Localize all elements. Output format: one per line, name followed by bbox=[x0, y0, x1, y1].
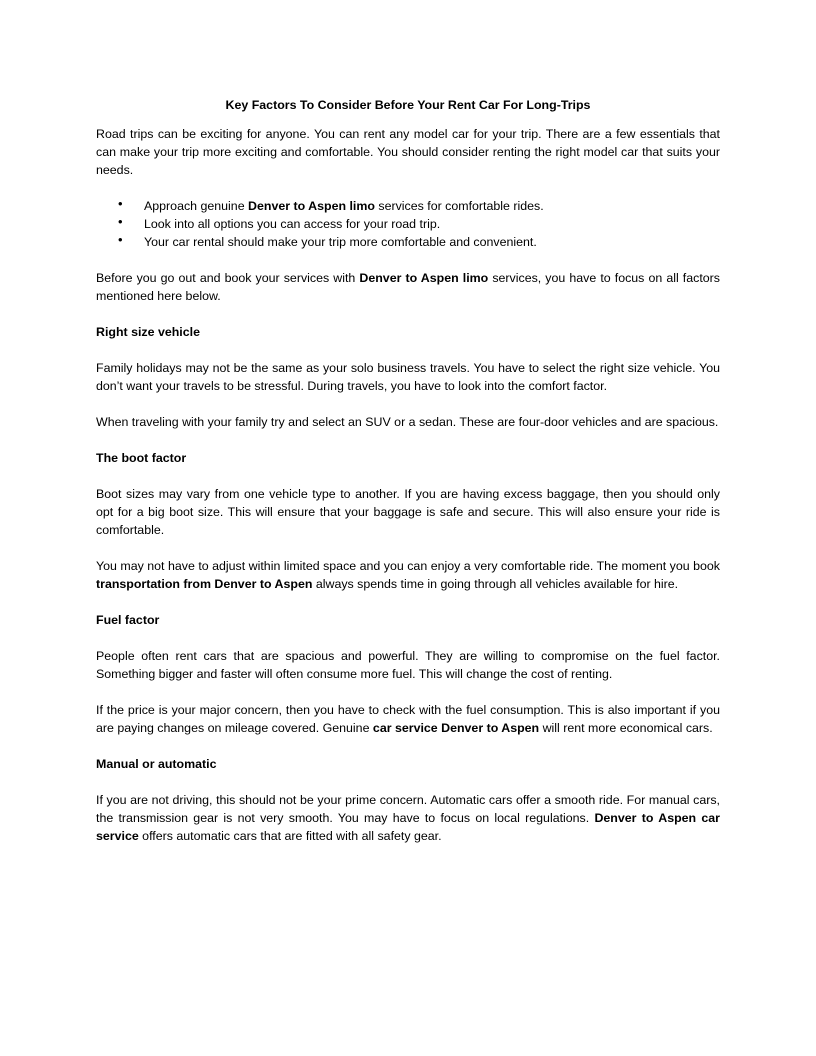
text-run: offers automatic cars that are fitted with all safety gear. bbox=[138, 829, 442, 843]
right-size-paragraph-2: When traveling with your family try and select an SUV or a sedan. These are four-door vehicles and are spacious. bbox=[96, 415, 719, 429]
fuel-paragraph-1: People often rent cars that are spacious and powerful. They are willing to compromise on the fuel factor. Something bigger and faster will often consume more fuel. This will change the cost of renting. bbox=[96, 649, 720, 681]
document-title: Key Factors To Consider Before Your Rent Car For Long-Trips bbox=[225, 98, 591, 112]
before-paragraph bbox=[96, 269, 720, 305]
list-item-text: services for comfortable rides. bbox=[374, 199, 544, 213]
bold-run: transportation from Denver to Aspen bbox=[96, 577, 313, 591]
list-item bbox=[118, 233, 720, 251]
list-item-bold: Denver to Aspen limo bbox=[248, 199, 375, 213]
text-run: always spends time in going through all vehicles available for hire. bbox=[312, 577, 679, 591]
section-heading-fuel: Fuel factor bbox=[96, 613, 160, 627]
text-run: services, you have to focus on all factors mentioned here below. bbox=[96, 271, 720, 303]
intro-paragraph: Road trips can be exciting for anyone. You can rent any model car for your trip. There are a few essentials that can make your trip more exciting and comfortable. You should consider renting the right model car that suits your needs. bbox=[96, 127, 720, 177]
bold-run: Denver to Aspen car service bbox=[96, 811, 720, 843]
text-run: If you are not driving, this should not be your prime concern. Automatic cars offer a smooth ride. For manual cars, the transmission gear is not very smooth. You may have to focus on local regulations. bbox=[96, 793, 720, 825]
list-item-text: Approach genuine bbox=[144, 199, 249, 213]
boot-paragraph-1: Boot sizes may vary from one vehicle type to another. If you are having excess baggage, then you should only opt for a big boot size. This will ensure that your baggage is safe and secure. This will also ensure your ride is comfortable. bbox=[96, 487, 720, 537]
document-page bbox=[96, 96, 720, 845]
text-run: If the price is your major concern, then you have to check with the fuel consumption. This is also important if you are paying changes on mileage covered. Genuine bbox=[96, 703, 720, 735]
section-heading-right-size: Right size vehicle bbox=[96, 325, 200, 339]
list-item-text: Look into all options you can access for your road trip. bbox=[144, 217, 441, 231]
list-item-text: Your car rental should make your trip more comfortable and convenient. bbox=[144, 235, 537, 249]
section-heading-boot: The boot factor bbox=[96, 451, 187, 465]
bullet-list bbox=[96, 197, 720, 251]
text-run: You may not have to adjust within limited space and you can enjoy a very comfortable ride. The moment you book bbox=[96, 559, 720, 573]
bold-run: car service Denver to Aspen bbox=[372, 721, 540, 735]
right-size-paragraph-1: Family holidays may not be the same as your solo business travels. You have to select the right size vehicle. You don’t want your travels to be stressful. During travels, you have to look into the comfort factor. bbox=[96, 361, 720, 393]
bullet-icon: • bbox=[118, 214, 123, 229]
fuel-paragraph-2 bbox=[96, 701, 720, 737]
manual-paragraph-1 bbox=[96, 791, 720, 845]
bullet-icon: • bbox=[118, 232, 123, 247]
bullet-icon: • bbox=[118, 196, 123, 211]
section-heading-manual: Manual or automatic bbox=[96, 757, 217, 771]
text-run: will rent more economical cars. bbox=[539, 721, 713, 735]
bold-run: Denver to Aspen limo bbox=[359, 271, 489, 285]
boot-paragraph-2 bbox=[96, 557, 720, 593]
list-item bbox=[118, 215, 720, 233]
list-item bbox=[118, 197, 720, 215]
text-run: Before you go out and book your services with bbox=[96, 271, 360, 285]
